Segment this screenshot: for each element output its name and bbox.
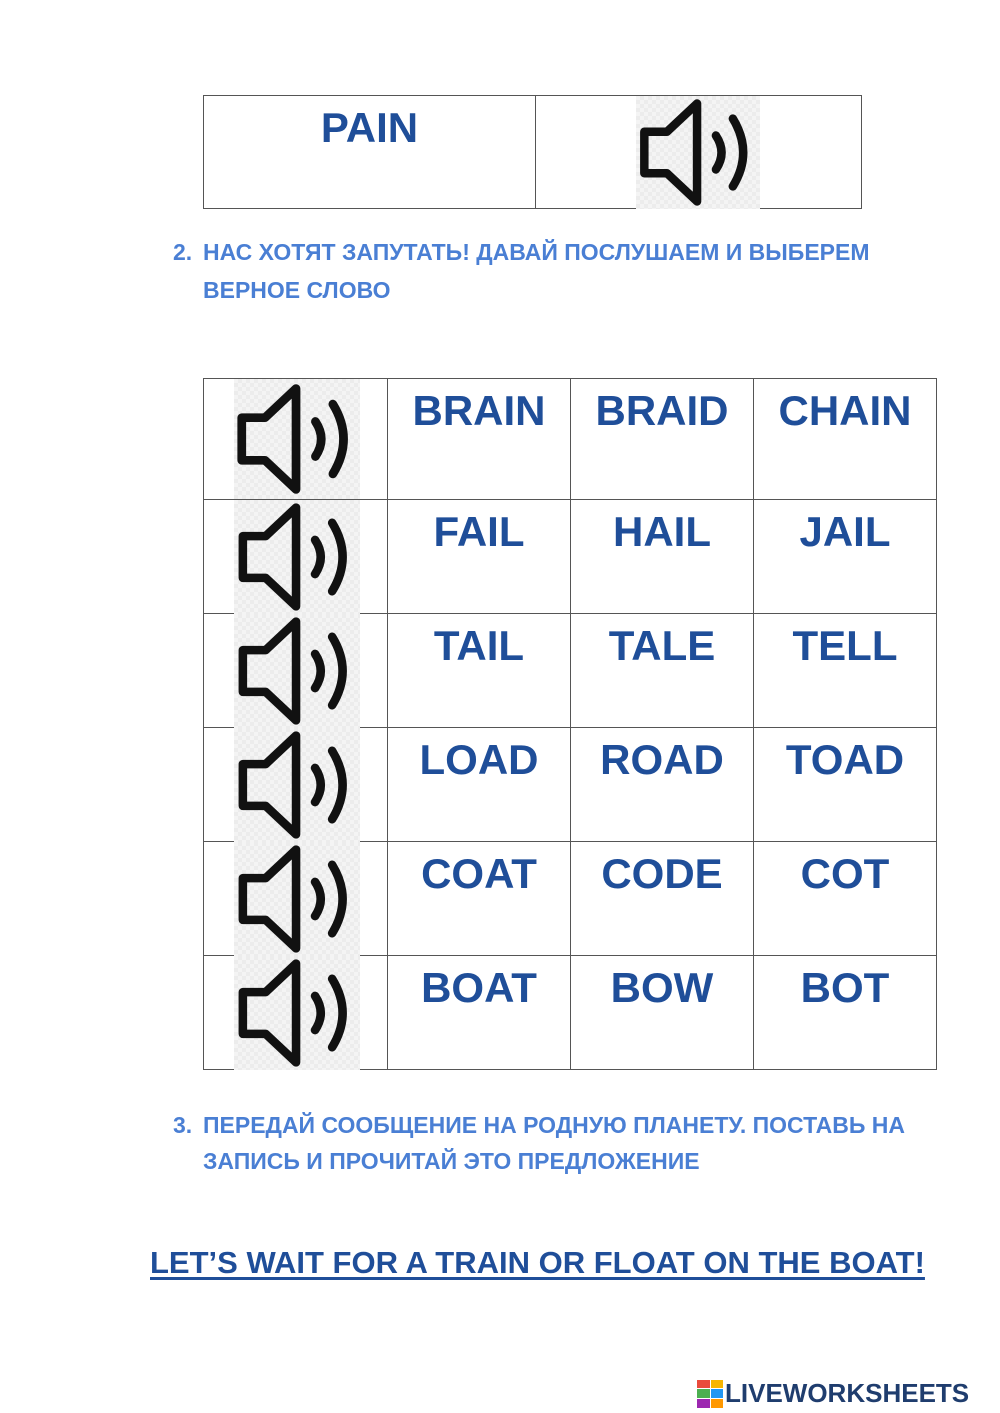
audio-cell [204, 842, 388, 956]
word-option: ROAD [600, 736, 724, 783]
task-2-text: НАС ХОТЯТ ЗАПУТАТЬ! ДАВАЙ ПОСЛУШАЕМ И ВЫБЕРЕМ ВЕРНОЕ СЛОВО [203, 239, 870, 303]
word-option: BRAIN [412, 387, 546, 434]
word-option: CODE [601, 850, 723, 897]
word-option-cell[interactable] [571, 728, 754, 842]
word-option-cell[interactable] [388, 500, 571, 614]
task-3-number: 3. [173, 1112, 193, 1138]
grid-row [204, 500, 937, 614]
word-option-cell[interactable] [388, 956, 571, 1070]
grid-row [204, 614, 937, 728]
logo-text: LIVEWORKSHEETS [725, 1378, 970, 1408]
audio-cell [204, 500, 388, 614]
word-option-cell[interactable] [754, 500, 937, 614]
logo-blocks-icon [697, 1380, 723, 1408]
word-option: FAIL [433, 508, 525, 555]
word-option-cell[interactable] [388, 842, 571, 956]
speaker-icon[interactable] [234, 842, 360, 956]
task-3-text: ПЕРЕДАЙ СООБЩЕНИЕ НА РОДНУЮ ПЛАНЕТУ. ПОСТАВЬ НА ЗАПИСЬ И ПРОЧИТАЙ ЭТО ПРЕДЛОЖЕНИЕ [203, 1112, 906, 1174]
word-option: TOAD [785, 736, 905, 783]
grid-row [204, 842, 937, 956]
word-option-cell[interactable] [571, 956, 754, 1070]
speaker-icon[interactable] [234, 500, 360, 614]
word-option: BOT [800, 964, 890, 1011]
top-word-table [203, 95, 862, 209]
speaker-icon[interactable] [234, 728, 360, 842]
audio-cell [204, 728, 388, 842]
top-audio-cell [536, 96, 861, 208]
word-choice-grid [203, 378, 937, 1070]
sentence-to-read: LET’S WAIT FOR A TRAIN OR FLOAT ON THE BOAT! [150, 1245, 925, 1280]
word-option: BOAT [421, 964, 537, 1011]
word-option: COT [800, 850, 890, 897]
word-option: BRAID [595, 387, 729, 434]
speaker-icon[interactable] [234, 956, 360, 1070]
audio-cell [204, 956, 388, 1070]
speaker-icon[interactable] [234, 379, 360, 499]
word-option-cell[interactable] [571, 842, 754, 956]
task-3-instruction [173, 1107, 923, 1179]
word-option-cell[interactable] [754, 842, 937, 956]
top-word-cell [204, 96, 536, 208]
word-option: BOW [610, 964, 714, 1011]
word-option: TALE [608, 622, 716, 669]
word-option: CHAIN [778, 387, 912, 434]
grid-row [204, 728, 937, 842]
word-option-cell[interactable] [754, 956, 937, 1070]
word-option-cell[interactable] [388, 614, 571, 728]
grid-row [204, 379, 937, 500]
speaker-icon[interactable] [234, 614, 360, 728]
top-word: PAIN [320, 104, 419, 151]
word-option: HAIL [613, 508, 711, 555]
word-option-cell[interactable] [388, 379, 571, 500]
word-option-cell[interactable] [754, 728, 937, 842]
speaker-icon[interactable] [636, 96, 760, 209]
word-option-cell[interactable] [571, 379, 754, 500]
word-option: JAIL [799, 508, 891, 555]
word-option: TELL [792, 622, 898, 669]
task-2-instruction [173, 233, 923, 309]
word-option: LOAD [419, 736, 539, 783]
word-option: TAIL [433, 622, 525, 669]
word-option: COAT [421, 850, 537, 897]
liveworksheets-logo [697, 1378, 969, 1409]
word-option-cell[interactable] [754, 614, 937, 728]
grid-row [204, 956, 937, 1070]
audio-cell [204, 614, 388, 728]
task-2-number: 2. [173, 239, 193, 265]
audio-cell [204, 379, 388, 500]
word-option-cell[interactable] [754, 379, 937, 500]
word-option-cell[interactable] [388, 728, 571, 842]
word-option-cell[interactable] [571, 614, 754, 728]
word-option-cell[interactable] [571, 500, 754, 614]
